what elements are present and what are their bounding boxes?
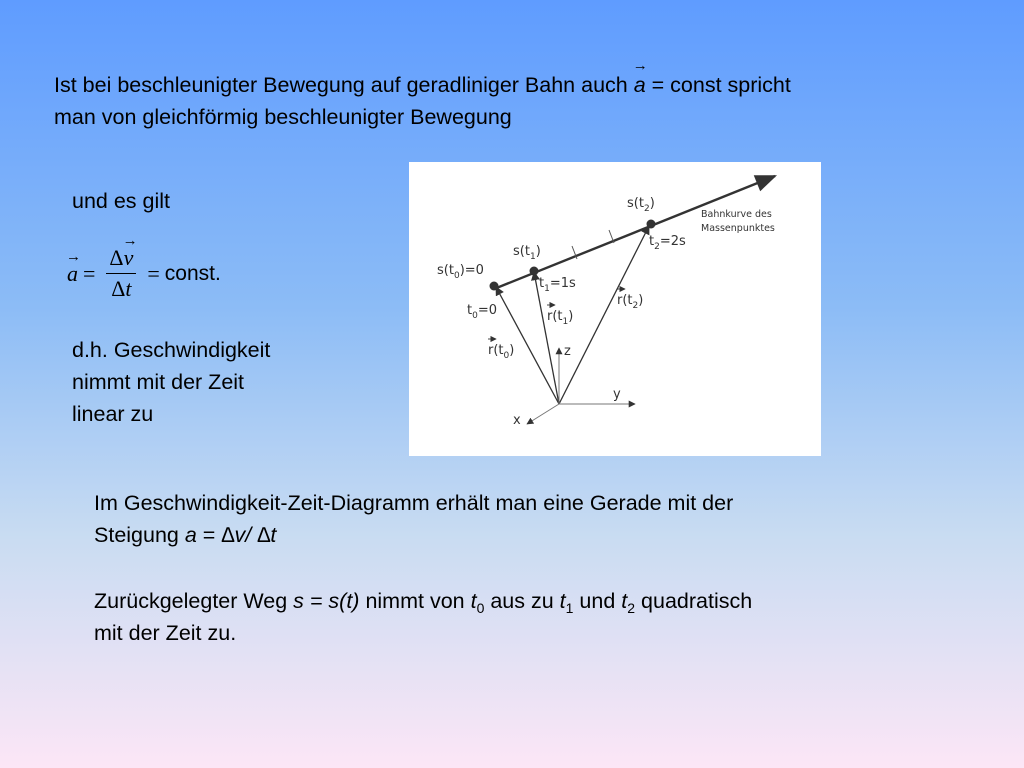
label-s-t1 <box>513 244 541 262</box>
vector-a-letter: a <box>633 73 646 97</box>
label-sub: 1 <box>562 317 569 327</box>
label-t: t <box>649 234 655 249</box>
point-t0 <box>490 282 499 291</box>
label-sub: 0 <box>472 311 478 321</box>
intro-line-2: man von gleichförmig beschleunigter Bewegung <box>54 105 512 129</box>
weg-line-2: mit der Zeit zu. <box>94 621 237 645</box>
label-t-val: =0 <box>477 303 498 318</box>
bahnkurve-label-1: Bahnkurve des <box>701 209 772 220</box>
formula-const: const. <box>164 261 221 285</box>
label-sub: 2 <box>654 242 660 252</box>
label-r-t0 <box>488 343 514 361</box>
weg-text: aus zu <box>484 589 560 613</box>
axis-label-x: x <box>513 413 521 428</box>
dh-line-1: d.h. Geschwindigkeit <box>72 338 271 362</box>
und-es-gilt: und es gilt <box>72 189 171 213</box>
label-t1 <box>539 276 576 294</box>
point-t2 <box>647 220 656 229</box>
label-sub: 0 <box>453 271 460 281</box>
steigung-eq: = <box>196 523 222 547</box>
delta-symbol: Δ <box>109 245 124 270</box>
intro-text-end: = const spricht <box>645 73 791 97</box>
formula-lhs <box>66 248 81 287</box>
intro-line-1 <box>54 57 791 101</box>
formula-numerator <box>106 233 138 274</box>
weg-t: t <box>470 589 477 613</box>
steigung-dt: ∆t <box>257 523 277 547</box>
bahnkurve-label-2: Massenpunktes <box>701 223 775 234</box>
trajectory-diagram <box>409 162 821 456</box>
weg-text: Zurückgelegter Weg <box>94 589 294 613</box>
x-axis <box>527 404 559 424</box>
label-t0 <box>467 303 497 321</box>
formula-equals: = <box>83 260 96 286</box>
trajectory-figure <box>409 162 821 456</box>
weg-sub: 0 <box>476 600 485 616</box>
steigung-dv: ∆v/ <box>221 523 258 547</box>
vector-v-letter: v <box>123 245 134 270</box>
delta-symbol: Δ <box>111 276 126 301</box>
dh-paragraph <box>72 334 270 430</box>
axis-label-y: y <box>613 387 621 402</box>
label-s-t0 <box>437 263 484 281</box>
label-s-prefix: s(t <box>437 263 454 278</box>
weg-sub: 1 <box>565 600 574 616</box>
label-t: t <box>539 276 545 291</box>
intro-paragraph <box>54 57 791 133</box>
label-s-prefix: s(t <box>513 244 530 259</box>
point-t1 <box>530 267 539 276</box>
weg-text: quadratisch <box>635 589 753 613</box>
label-close: ) <box>535 244 541 259</box>
steigung-paragraph <box>94 487 733 551</box>
dh-line-2: nimmt mit der Zeit <box>72 370 245 394</box>
acceleration-formula <box>66 233 221 302</box>
weg-text: und <box>573 589 622 613</box>
weg-t: t <box>621 589 628 613</box>
weg-text: nimmt von <box>359 589 471 613</box>
label-s-prefix: s(t <box>627 196 644 211</box>
label-sub: 1 <box>529 252 536 262</box>
label-close: ) <box>568 309 574 324</box>
vector-arrow-icon: → <box>122 233 138 249</box>
label-close: ) <box>638 293 644 308</box>
intro-text-start: Ist bei beschleunigter Bewegung auf geradliniger Bahn auch <box>54 73 634 97</box>
vector-arrow-icon: → <box>632 57 648 74</box>
label-close: ) <box>649 196 655 211</box>
label-sub: 1 <box>544 284 550 294</box>
vector-r-t0 <box>496 287 559 404</box>
label-r-prefix: r(t <box>617 293 633 308</box>
label-r-t2 <box>617 293 643 311</box>
weg-s-formula: s = s(t) <box>293 589 360 613</box>
label-t2 <box>649 234 686 252</box>
weg-t: t <box>559 589 566 613</box>
vector-v <box>122 233 138 271</box>
label-eq0: )=0 <box>459 263 484 278</box>
formula-denominator <box>111 274 131 302</box>
steigung-a: a <box>184 523 197 547</box>
label-sub: 2 <box>643 204 650 214</box>
label-s-t2 <box>627 196 655 214</box>
formula-equals-2: = <box>147 260 160 286</box>
steigung-prefix: Steigung <box>94 523 185 547</box>
steigung-line-1: Im Geschwindigkeit-Zeit-Diagramm erhält man eine Gerade mit der <box>94 491 734 515</box>
vector-a <box>632 57 648 101</box>
steigung-line-2 <box>94 519 733 551</box>
label-t: t <box>467 303 473 318</box>
formula-lhs-letter: a <box>67 260 78 286</box>
dh-line-3: linear zu <box>72 402 154 426</box>
label-sub: 0 <box>503 351 510 361</box>
vector-arrow-icon: → <box>66 248 81 265</box>
label-r-t1 <box>547 309 573 327</box>
label-t-val: =1s <box>549 276 576 291</box>
weg-sub: 2 <box>627 600 636 616</box>
label-r-prefix: r(t <box>488 343 504 358</box>
weg-paragraph <box>94 585 752 649</box>
formula-fraction <box>106 233 138 302</box>
label-sub: 2 <box>632 301 639 311</box>
axis-label-z: z <box>564 344 571 359</box>
label-r-prefix: r(t <box>547 309 563 324</box>
formula-t: t <box>125 276 132 301</box>
label-close: ) <box>509 343 515 358</box>
weg-line-1 <box>94 585 752 617</box>
label-t-val: =2s <box>659 234 686 249</box>
